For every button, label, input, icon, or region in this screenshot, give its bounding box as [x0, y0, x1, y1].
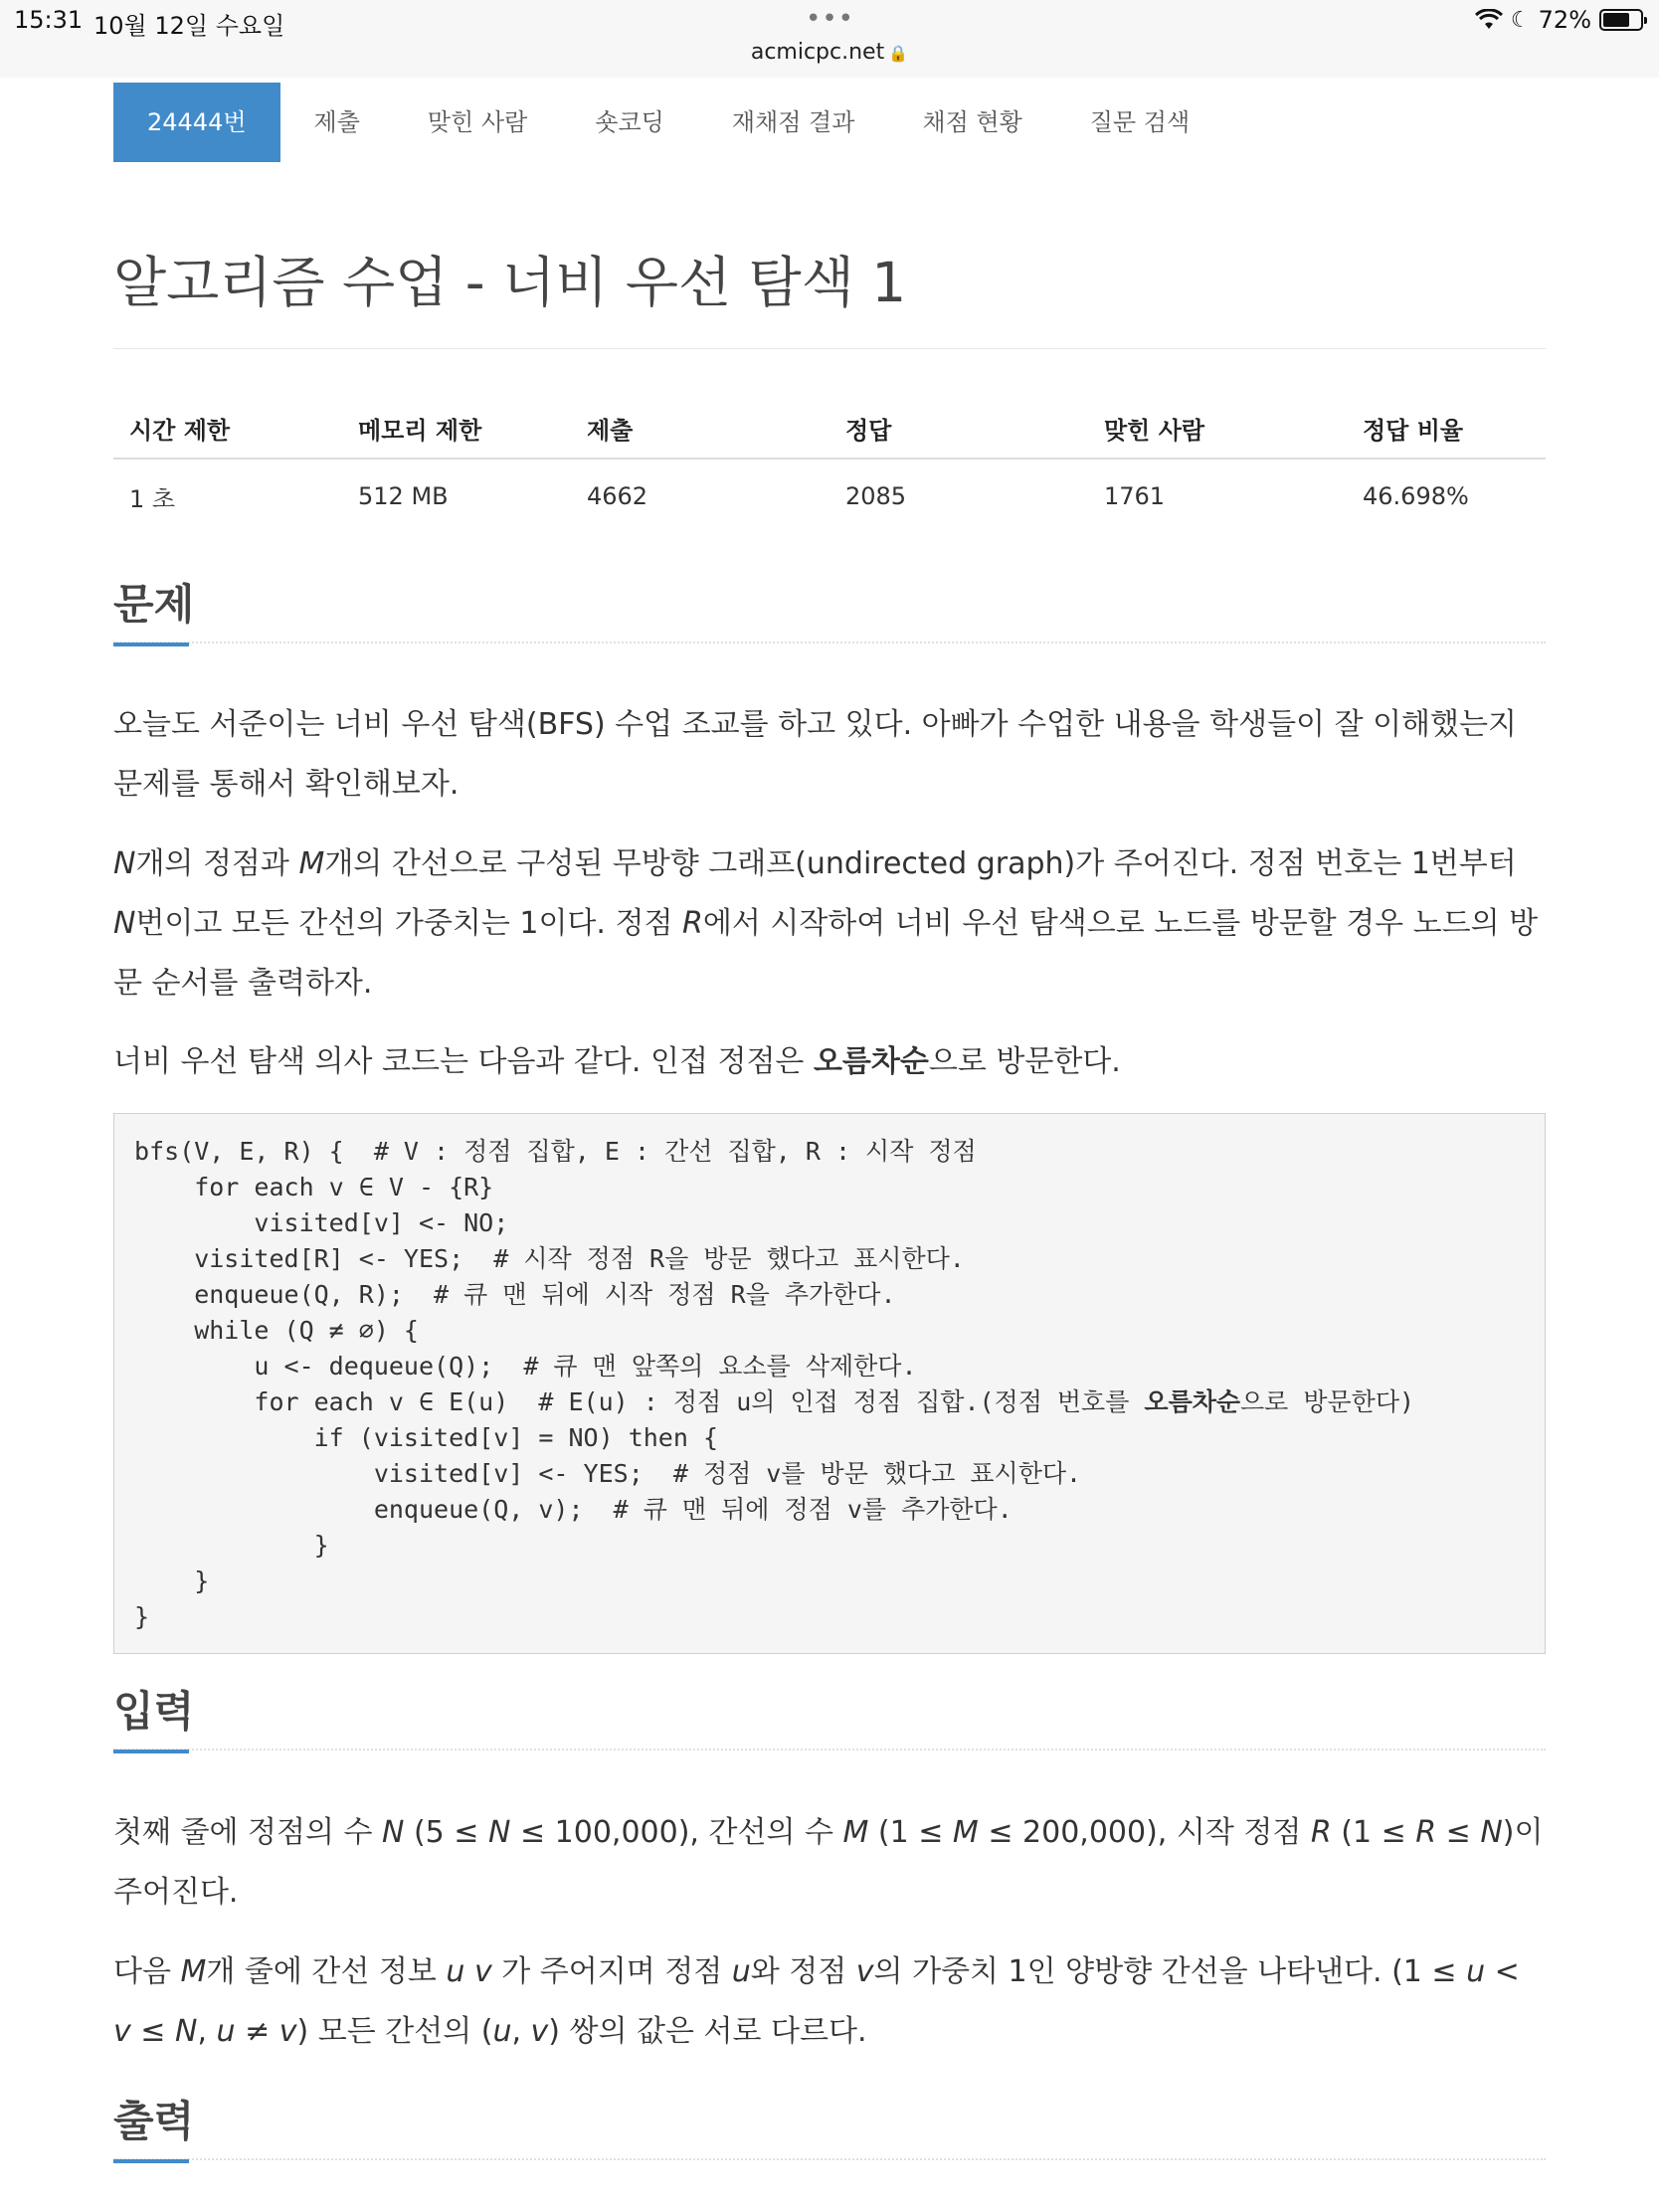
- code-line: visited[R] <- YES; # 시작 정점 R을 방문 했다고 표시한다.: [134, 1244, 965, 1273]
- problem-paragraph-1: 오늘도 서준이는 너비 우선 탐색(BFS) 수업 조교를 하고 있다. 아빠가 수업한 내용을 학생들이 잘 이해했는지 문제를 통해서 확인해보자.: [113, 707, 1517, 802]
- battery-tip: [1644, 17, 1647, 24]
- var: v: [855, 1954, 874, 1989]
- input-paragraph-2: [113, 1942, 1546, 2062]
- section-heading-input: 입력: [113, 1687, 195, 1736]
- text: )이 주어진다.: [113, 1815, 1544, 1910]
- var: u: [446, 1954, 465, 1989]
- tab-status[interactable]: 채점 현황: [922, 108, 1022, 136]
- tab-problem[interactable]: 24444번: [113, 83, 280, 162]
- var: N: [1480, 1815, 1503, 1850]
- lock-icon: 🔒: [888, 44, 909, 63]
- problem-stats-table: [113, 398, 1546, 533]
- code-line: enqueue(Q, v); # 큐 맨 뒤에 정점 v를 추가한다.: [134, 1495, 1013, 1524]
- var: v: [113, 2014, 131, 2049]
- code-line: }: [134, 1567, 210, 1595]
- stats-value: 512 MB: [358, 482, 449, 510]
- stats-value: 1761: [1104, 482, 1166, 510]
- stats-value-row: [113, 459, 1546, 533]
- status-date: 10월 12일 수요일: [93, 12, 285, 40]
- address-bar[interactable]: [0, 40, 1659, 65]
- text: ≤ 100,000), 간선의 수: [510, 1815, 843, 1850]
- problem-tabs: [113, 83, 1223, 162]
- text: (1 ≤: [1331, 1815, 1416, 1850]
- section-underline: [113, 643, 189, 646]
- pseudocode-block: [113, 1113, 1546, 1654]
- problem-paragraph-2: [113, 834, 1546, 1014]
- text: ≤: [1436, 1815, 1481, 1850]
- section-heading-output: 출력: [113, 2097, 195, 2145]
- stats-header-row: [113, 398, 1546, 459]
- var: R: [1415, 1815, 1437, 1850]
- text: 가 주어지며 정점: [491, 1954, 732, 1989]
- tab-question-search[interactable]: 질문 검색: [1089, 108, 1191, 136]
- url-text: acmicpc.net: [750, 40, 885, 65]
- code-line: bfs(V, E, R) { # V : 정점 집합, E : 간선 집합, R : 시작 정점: [134, 1137, 977, 1166]
- var: v: [473, 1954, 492, 1989]
- stats-header: 시간 제한: [113, 398, 342, 459]
- section-divider: [113, 2158, 1546, 2160]
- section-underline: [113, 1750, 189, 1753]
- status-right: [1475, 6, 1643, 34]
- status-bar: [0, 0, 1659, 78]
- code-line: for each v ∈ E(u) # E(u) : 정점 u의 인접 정점 집합.(정점 번호를: [134, 1387, 1145, 1416]
- tab-rejudge[interactable]: 재채점 결과: [731, 108, 855, 136]
- var-m: M: [298, 846, 325, 881]
- problem-paragraph-3: [113, 1032, 1546, 1092]
- text: 에서 시작하여 너비 우선 탐색으로 노드를 방문할 경우 노드의 방문 순서를 출력하자.: [113, 906, 1539, 1001]
- code-line: if (visited[v] = NO) then {: [134, 1423, 718, 1452]
- stats-value: 4662: [587, 482, 648, 510]
- section-divider: [113, 642, 1546, 644]
- var-r: R: [681, 906, 703, 941]
- var: R: [1310, 1815, 1332, 1850]
- var: v: [278, 2014, 297, 2049]
- code-line: while (Q ≠ ∅) {: [134, 1316, 419, 1345]
- var-n: N: [113, 846, 136, 881]
- var: N: [174, 2014, 198, 2049]
- text: ) 쌍의 값은 서로 다르다.: [548, 2014, 867, 2049]
- stats-header: 정답: [830, 398, 1088, 459]
- code-bold: 오름차순: [1144, 1387, 1241, 1416]
- pseudocode: [134, 1134, 1414, 1635]
- text: ) 모든 간선의 (: [296, 2014, 493, 2049]
- code-line: u <- dequeue(Q); # 큐 맨 앞쪽의 요소를 삭제한다.: [134, 1352, 917, 1381]
- code-line: enqueue(Q, R); # 큐 맨 뒤에 시작 정점 R을 추가한다.: [134, 1280, 896, 1309]
- text: <: [1485, 1954, 1520, 1989]
- code-line: visited[v] <- YES; # 정점 v를 방문 했다고 표시한다.: [134, 1459, 1082, 1488]
- text: 너비 우선 탐색 의사 코드는 다음과 같다. 인접 정점은: [113, 1044, 814, 1079]
- stats-header: 정답 비율: [1347, 398, 1546, 459]
- text: 개의 정점과: [135, 846, 299, 881]
- text: 첫째 줄에 정점의 수: [113, 1815, 382, 1850]
- section-divider: [113, 1749, 1546, 1751]
- var: N: [381, 1815, 405, 1850]
- var: u: [731, 1954, 751, 1989]
- section-heading-problem: 문제: [113, 580, 195, 629]
- text: ,: [197, 2014, 217, 2049]
- var: u: [492, 2014, 512, 2049]
- text: (5 ≤: [404, 1815, 488, 1850]
- stats-header: 제출: [571, 398, 830, 459]
- input-paragraph-1: [113, 1803, 1546, 1923]
- status-time: 15:31: [14, 6, 84, 34]
- moon-icon: ☾: [1510, 7, 1531, 33]
- var: u: [1466, 1954, 1486, 1989]
- text: 와 정점: [750, 1954, 856, 1989]
- page-title: 알고리즘 수업 - 너비 우선 탐색 1: [113, 251, 907, 314]
- var: u: [216, 2014, 236, 2049]
- code-line: visited[v] <- NO;: [134, 1208, 509, 1237]
- stats-value: 1 초: [129, 484, 176, 513]
- text: ,: [511, 2014, 531, 2049]
- bold-text: 오름차순: [813, 1044, 929, 1079]
- stats-value: 46.698%: [1363, 482, 1469, 510]
- var: v: [530, 2014, 549, 2049]
- code-line-tail: 으로 방문한다): [1240, 1387, 1415, 1416]
- code-line: }: [134, 1602, 150, 1631]
- var: N: [487, 1815, 511, 1850]
- code-line: }: [134, 1531, 329, 1560]
- text: 번이고 모든 간선의 가중치는 1이다. 정점: [135, 906, 682, 941]
- stats-value: 2085: [845, 482, 907, 510]
- text: [464, 1954, 474, 1989]
- tab-solved-users[interactable]: 맞힌 사람: [427, 108, 528, 136]
- text: ≠: [235, 2014, 279, 2049]
- text: 다음: [113, 1954, 181, 1989]
- stats-header: 맞힌 사람: [1088, 398, 1347, 459]
- text: ≤ 200,000), 시작 정점: [978, 1815, 1311, 1850]
- text: 개의 간선으로 구성된 무방향 그래프(undirected graph)가 주어진다. 정점 번호는 1번부터: [324, 846, 1517, 881]
- tab-submit[interactable]: 제출: [313, 108, 360, 136]
- battery-fill: [1603, 13, 1629, 27]
- wifi-icon: [1475, 9, 1503, 31]
- code-line: for each v ∈ V - {R}: [134, 1173, 494, 1201]
- text: 으로 방문한다.: [928, 1044, 1121, 1079]
- more-dots-icon[interactable]: •••: [806, 4, 855, 34]
- title-divider: [113, 348, 1546, 349]
- text: (1 ≤: [868, 1815, 953, 1850]
- stats-header: 메모리 제한: [342, 398, 571, 459]
- var: M: [952, 1815, 979, 1850]
- text: 개 줄에 간선 정보: [206, 1954, 447, 1989]
- var: M: [842, 1815, 869, 1850]
- tab-short-coding[interactable]: 숏코딩: [595, 108, 664, 136]
- battery-percent: 72%: [1538, 6, 1591, 34]
- section-underline: [113, 2159, 189, 2163]
- var: M: [180, 1954, 207, 1989]
- var-n: N: [113, 906, 136, 941]
- battery-icon: [1599, 9, 1643, 31]
- text: 의 가중치 1인 양방향 간선을 나타낸다. (1 ≤: [873, 1954, 1467, 1989]
- text: ≤: [130, 2014, 175, 2049]
